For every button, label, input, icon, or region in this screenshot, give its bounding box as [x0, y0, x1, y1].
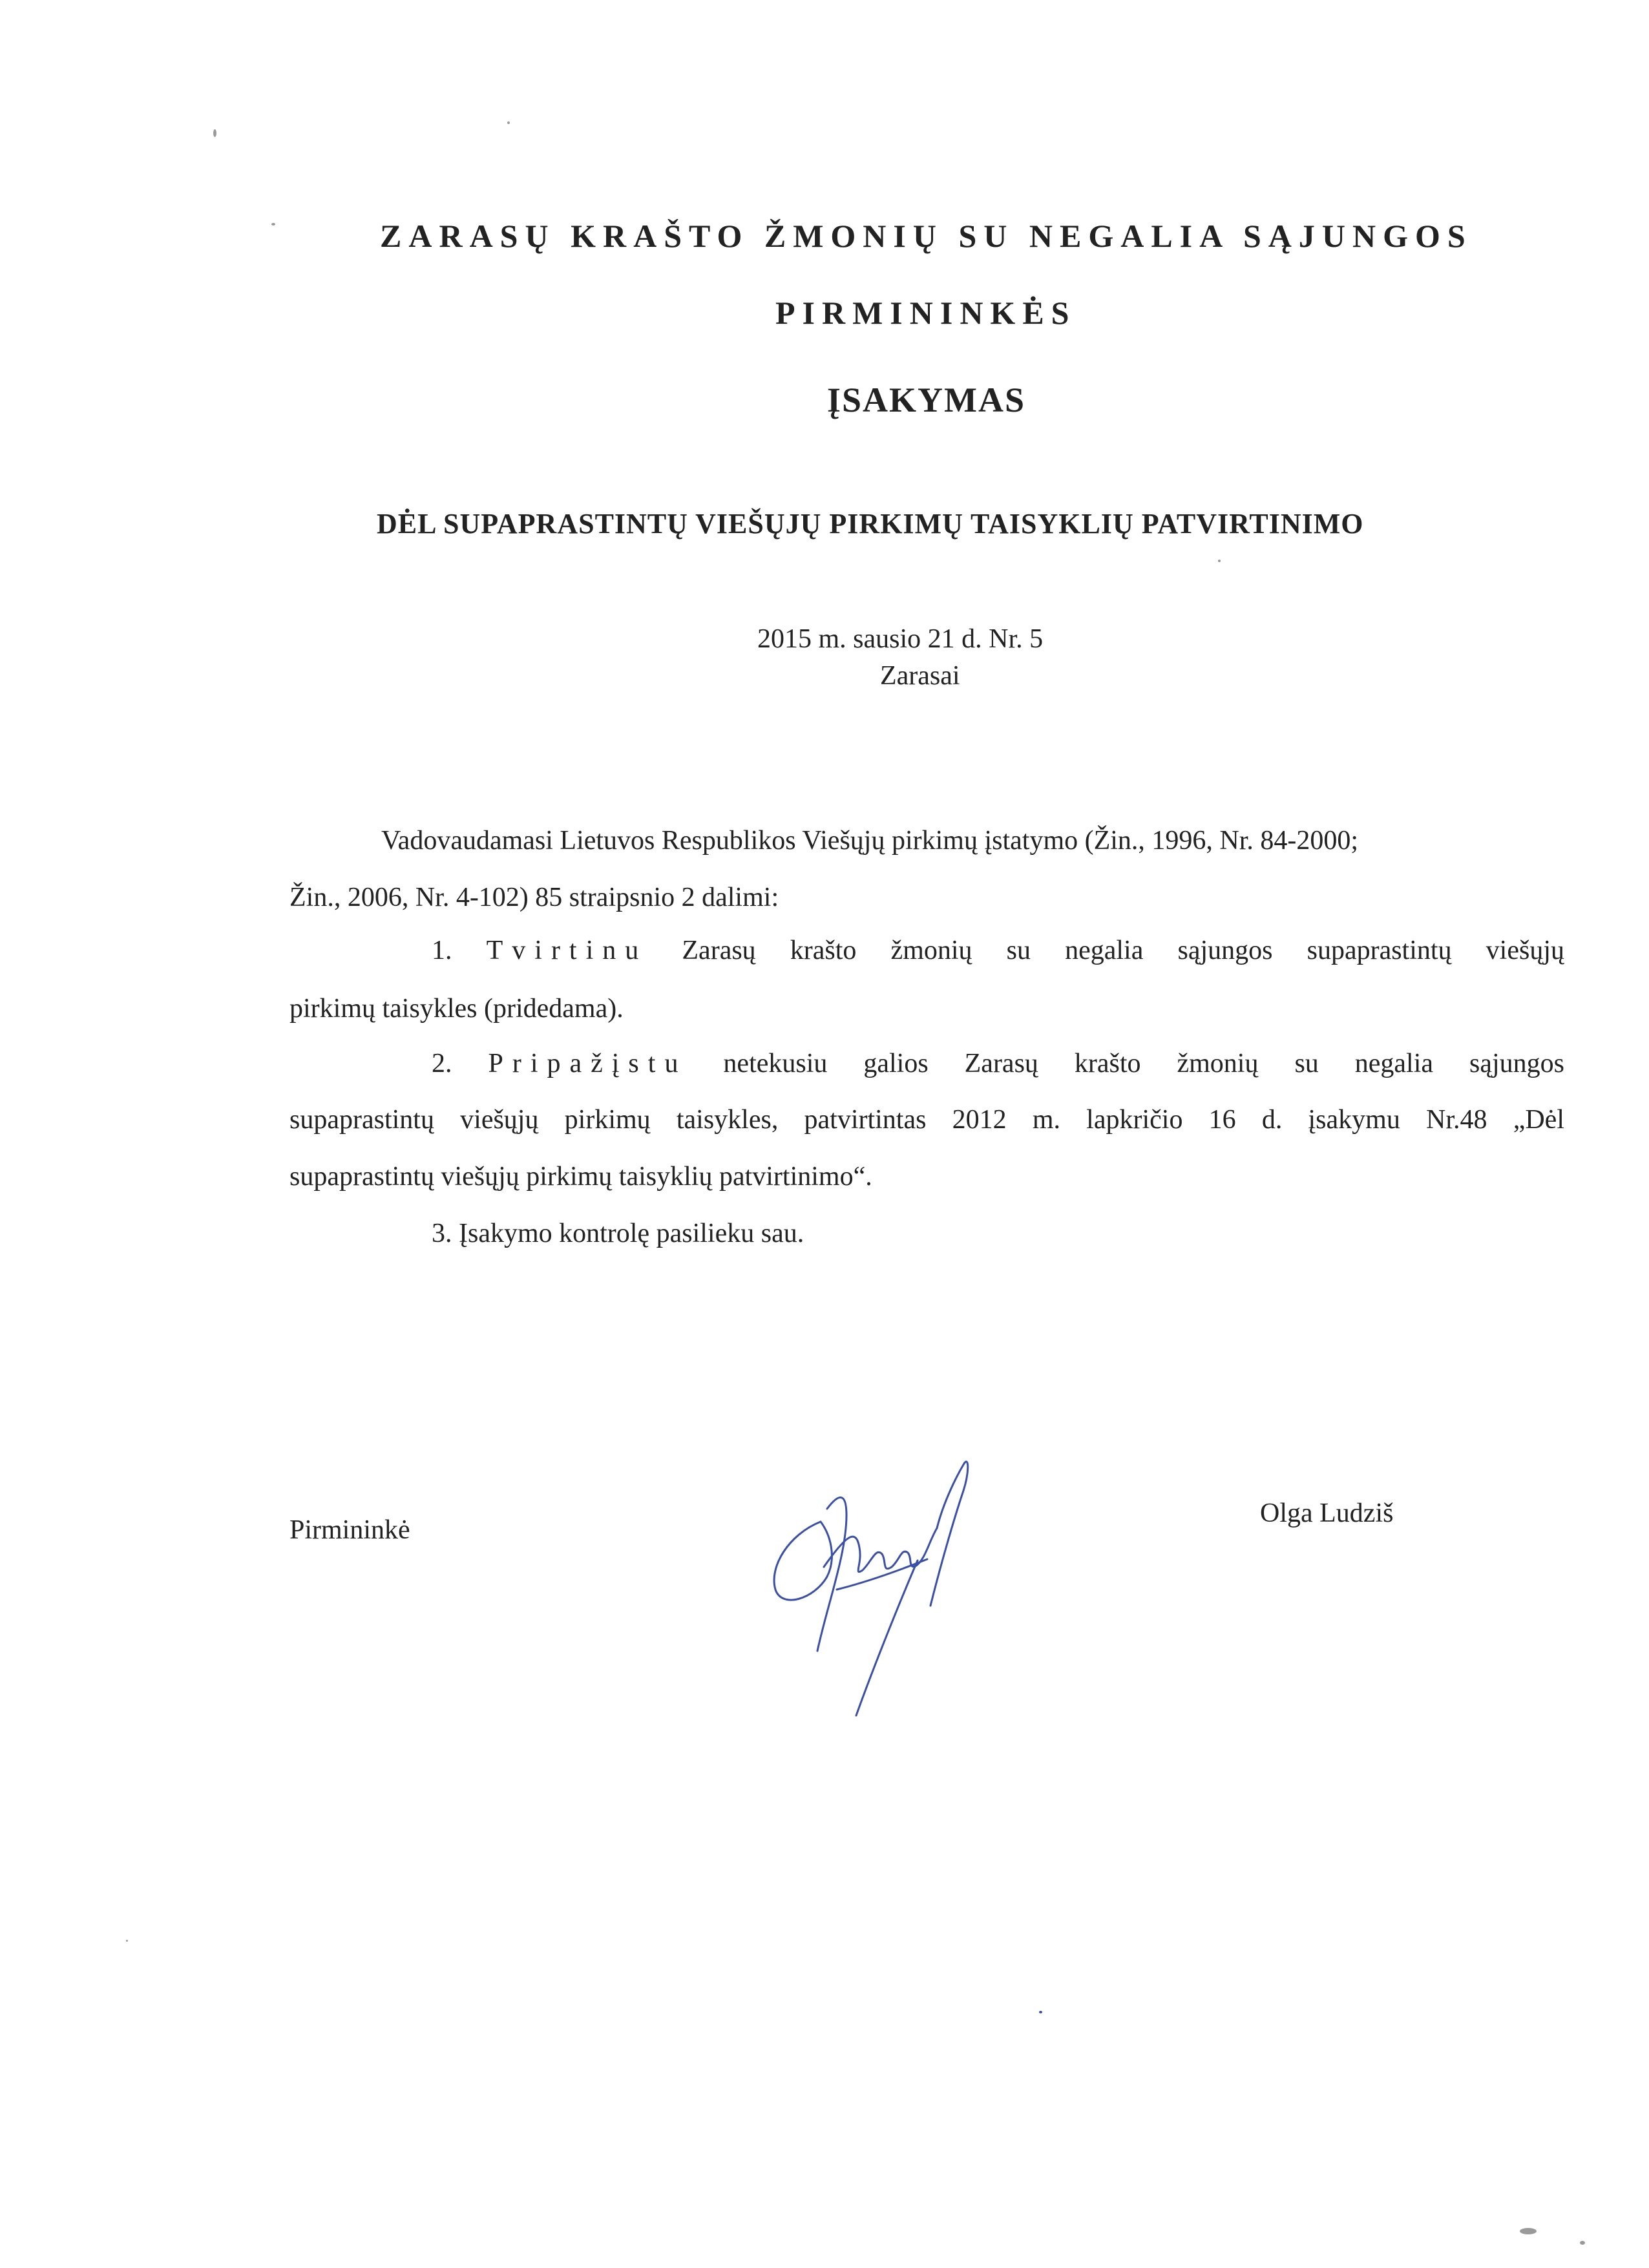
- item-2-continuation-2: supaprastintų viešųjų pirkimų taisyklių patvirtinimo“.: [289, 1162, 872, 1192]
- signatory-name: Olga Ludziš: [1260, 1498, 1394, 1528]
- scan-speck: [1039, 2011, 1042, 2013]
- date-and-number: 2015 m. sausio 21 d. Nr. 5: [757, 624, 1044, 654]
- item-1-continuation: pirkimų taisykles (pridedama).: [289, 994, 624, 1024]
- signature-graphic: [750, 1438, 995, 1735]
- scan-speck: [1218, 560, 1221, 562]
- scan-speck: [1520, 2228, 1537, 2234]
- scan-speck: [507, 121, 510, 124]
- scan-speck: [1580, 2241, 1585, 2245]
- issuer-name-line: ZARASŲ KRAŠTO ŽMONIŲ SU NEGALIA SĄJUNGOS: [380, 218, 1473, 254]
- item-1-number: 1.: [432, 936, 452, 965]
- item-3: 3. Įsakymo kontrolę pasilieku sau.: [432, 1219, 804, 1248]
- signatory-position: Pirmininkė: [289, 1515, 410, 1545]
- item-2-verb: Pripažįstu: [488, 1049, 688, 1078]
- document-subject: DĖL SUPAPRASTINTŲ VIEŠŲJŲ PIRKIMŲ TAISYKLIŲ PATVIRTINIMO: [377, 508, 1364, 540]
- item-2-continuation-1: supaprastintų viešųjų pirkimų taisykles, patvirtintas 2012 m. lapkričio 16 d. įsakymu Nr.48 „Dėl: [289, 1105, 1564, 1135]
- issuer-title-line: PIRMININKĖS: [775, 295, 1077, 331]
- item-2-first-line: [432, 1050, 1564, 1077]
- item-2-number: 2.: [432, 1049, 452, 1078]
- place-of-issue: Zarasai: [880, 661, 960, 691]
- item-1-first-line: [432, 937, 1564, 964]
- document-type-title: ĮSAKYMAS: [827, 381, 1026, 419]
- item-2-text: netekusiu galios Zarasų krašto žmonių su negalia sąjungos: [723, 1049, 1564, 1078]
- scan-speck: [213, 129, 216, 137]
- scan-speck: [126, 1940, 128, 1942]
- preamble-line-2: Žin., 2006, Nr. 4-102) 85 straipsnio 2 dalimi:: [289, 883, 779, 912]
- preamble-line-1: Vadovaudamasi Lietuvos Respublikos Viešųjų pirkimų įstatymo (Žin., 1996, Nr. 84-2000;: [381, 826, 1359, 856]
- handwritten-signature: [750, 1438, 995, 1735]
- item-1-verb: Tvirtinu: [486, 936, 648, 965]
- item-1-text: Zarasų krašto žmonių su negalia sąjungos supaprastintų viešųjų: [682, 936, 1565, 965]
- scan-speck: [271, 223, 275, 226]
